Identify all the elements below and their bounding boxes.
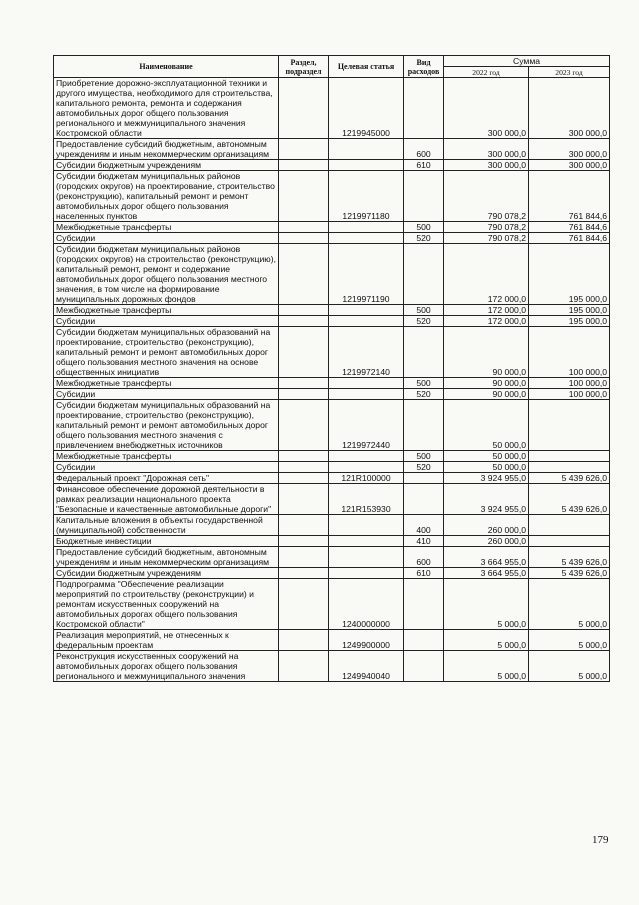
table-row bbox=[54, 473, 610, 484]
row-sum-2023: 100 000,0 bbox=[529, 327, 610, 378]
row-section bbox=[279, 378, 329, 389]
row-name: Межбюджетные трансферты bbox=[54, 378, 279, 389]
row-sum-2022: 790 078,2 bbox=[444, 171, 529, 222]
row-kind bbox=[404, 473, 444, 484]
row-sum-2023: 195 000,0 bbox=[529, 305, 610, 316]
row-section bbox=[279, 462, 329, 473]
row-section bbox=[279, 484, 329, 515]
table-row bbox=[54, 484, 610, 515]
row-name: Федеральный проект "Дорожная сеть" bbox=[54, 473, 279, 484]
row-section bbox=[279, 222, 329, 233]
table-row bbox=[54, 171, 610, 222]
row-sum-2022: 50 000,0 bbox=[444, 451, 529, 462]
header-kind: Вид расходов bbox=[404, 56, 444, 78]
row-sum-2022: 5 000,0 bbox=[444, 579, 529, 630]
row-kind: 520 bbox=[404, 233, 444, 244]
row-sum-2022: 300 000,0 bbox=[444, 139, 529, 160]
row-kind: 610 bbox=[404, 568, 444, 579]
row-target bbox=[329, 462, 404, 473]
row-target: 1219972140 bbox=[329, 327, 404, 378]
table-row bbox=[54, 389, 610, 400]
row-name: Финансовое обеспечение дорожной деятельности в рамках реализации национального проекта "Безопасные и качественные автомобильные дороги" bbox=[54, 484, 279, 515]
row-sum-2022: 790 078,2 bbox=[444, 222, 529, 233]
row-name: Субсидии bbox=[54, 233, 279, 244]
row-kind: 520 bbox=[404, 389, 444, 400]
header-sum: Сумма bbox=[444, 56, 610, 67]
row-section bbox=[279, 568, 329, 579]
row-name: Субсидии bbox=[54, 389, 279, 400]
row-sum-2022: 300 000,0 bbox=[444, 160, 529, 171]
row-sum-2023: 195 000,0 bbox=[529, 316, 610, 327]
row-kind: 500 bbox=[404, 222, 444, 233]
row-sum-2022: 90 000,0 bbox=[444, 378, 529, 389]
row-kind bbox=[404, 579, 444, 630]
row-kind: 600 bbox=[404, 139, 444, 160]
row-sum-2023 bbox=[529, 451, 610, 462]
row-kind: 500 bbox=[404, 451, 444, 462]
row-section bbox=[279, 233, 329, 244]
row-section bbox=[279, 139, 329, 160]
row-sum-2023: 5 000,0 bbox=[529, 579, 610, 630]
row-section bbox=[279, 160, 329, 171]
table-row bbox=[54, 244, 610, 305]
header-name: Наименование bbox=[54, 56, 279, 78]
row-sum-2023: 100 000,0 bbox=[529, 378, 610, 389]
table-row bbox=[54, 547, 610, 568]
row-section bbox=[279, 451, 329, 462]
row-name: Капитальные вложения в объекты государственной (муниципальной) собственности bbox=[54, 515, 279, 536]
row-kind: 520 bbox=[404, 316, 444, 327]
row-name: Субсидии bbox=[54, 462, 279, 473]
table-row bbox=[54, 78, 610, 139]
row-sum-2022: 260 000,0 bbox=[444, 536, 529, 547]
row-sum-2023: 761 844,6 bbox=[529, 171, 610, 222]
row-sum-2022: 3 664 955,0 bbox=[444, 568, 529, 579]
row-kind: 520 bbox=[404, 462, 444, 473]
row-sum-2022: 260 000,0 bbox=[444, 515, 529, 536]
row-target bbox=[329, 568, 404, 579]
row-section bbox=[279, 171, 329, 222]
row-target bbox=[329, 451, 404, 462]
row-target: 1249940040 bbox=[329, 651, 404, 682]
row-kind bbox=[404, 327, 444, 378]
row-sum-2023: 5 000,0 bbox=[529, 651, 610, 682]
row-kind: 500 bbox=[404, 305, 444, 316]
header-year-2022: 2022 год bbox=[444, 67, 529, 78]
row-name: Субсидии бюджетам муниципальных районов (городских округов) на строительство (реконструкцию), капитальный ремонт, ремонт и содержание автомобильных дорог общего пользования местного значения, в том числе на формирование муниципальных дорожных фондов bbox=[54, 244, 279, 305]
row-target: 1249900000 bbox=[329, 630, 404, 651]
row-name: Подпрограмма "Обеспечение реализации мероприятий по строительству (реконструкции) и ремонтам искусственных сооружений на автомобильных дорогах общего пользования Костромской области" bbox=[54, 579, 279, 630]
header-target: Целевая статья bbox=[329, 56, 404, 78]
row-kind bbox=[404, 484, 444, 515]
row-section bbox=[279, 651, 329, 682]
row-name: Приобретение дорожно-эксплуатационной техники и другого имущества, необходимого для строительства, капитального ремонта, ремонта и содержания автомобильных дорог общего пользования регионального и межмуниципального значения Костромской области bbox=[54, 78, 279, 139]
table-row bbox=[54, 651, 610, 682]
row-kind bbox=[404, 244, 444, 305]
header-year-2023: 2023 год bbox=[529, 67, 610, 78]
row-name: Субсидии бюджетным учреждениям bbox=[54, 568, 279, 579]
row-target bbox=[329, 139, 404, 160]
row-target bbox=[329, 305, 404, 316]
row-sum-2023: 300 000,0 bbox=[529, 160, 610, 171]
row-sum-2023: 300 000,0 bbox=[529, 78, 610, 139]
row-name: Субсидии бюджетам муниципальных образований на проектирование, строительство (реконструкцию), капитальный ремонт и ремонт автомобильных дорог общего пользования местного значения на основе общественных инициатив bbox=[54, 327, 279, 378]
row-sum-2023 bbox=[529, 462, 610, 473]
row-sum-2023: 300 000,0 bbox=[529, 139, 610, 160]
row-sum-2022: 50 000,0 bbox=[444, 462, 529, 473]
row-name: Реализация мероприятий, не отнесенных к федеральным проектам bbox=[54, 630, 279, 651]
row-name: Субсидии бюджетным учреждениям bbox=[54, 160, 279, 171]
row-kind bbox=[404, 400, 444, 451]
row-kind bbox=[404, 171, 444, 222]
table-row bbox=[54, 316, 610, 327]
row-target: 121R100000 bbox=[329, 473, 404, 484]
table-row bbox=[54, 233, 610, 244]
row-sum-2022: 172 000,0 bbox=[444, 316, 529, 327]
row-kind: 600 bbox=[404, 547, 444, 568]
row-name: Межбюджетные трансферты bbox=[54, 305, 279, 316]
table-body bbox=[54, 78, 610, 682]
table-row bbox=[54, 451, 610, 462]
row-target: 1219945000 bbox=[329, 78, 404, 139]
row-name: Субсидии bbox=[54, 316, 279, 327]
table-row bbox=[54, 568, 610, 579]
row-kind bbox=[404, 630, 444, 651]
row-kind: 410 bbox=[404, 536, 444, 547]
header-section: Раздел, подраздел bbox=[279, 56, 329, 78]
row-target bbox=[329, 515, 404, 536]
table-row bbox=[54, 579, 610, 630]
table-row bbox=[54, 160, 610, 171]
row-target bbox=[329, 378, 404, 389]
table-row bbox=[54, 327, 610, 378]
row-name: Бюджетные инвестиции bbox=[54, 536, 279, 547]
row-target bbox=[329, 222, 404, 233]
row-kind bbox=[404, 651, 444, 682]
row-section bbox=[279, 327, 329, 378]
page-number: 179 bbox=[592, 834, 609, 846]
row-section bbox=[279, 400, 329, 451]
row-name: Субсидии бюджетам муниципальных районов (городских округов) на проектирование, строительство (реконструкцию), капитальный ремонт и ремонт автомобильных дорог общего пользования населенных пунктов bbox=[54, 171, 279, 222]
row-sum-2023: 5 439 626,0 bbox=[529, 568, 610, 579]
row-section bbox=[279, 389, 329, 400]
table-row bbox=[54, 139, 610, 160]
row-target: 121R153930 bbox=[329, 484, 404, 515]
row-sum-2022: 5 000,0 bbox=[444, 630, 529, 651]
row-target bbox=[329, 536, 404, 547]
row-name: Межбюджетные трансферты bbox=[54, 222, 279, 233]
row-name: Реконструкция искусственных сооружений на автомобильных дорогах общего пользования регионального и межмуниципального значения bbox=[54, 651, 279, 682]
row-target bbox=[329, 547, 404, 568]
row-section bbox=[279, 547, 329, 568]
row-sum-2022: 172 000,0 bbox=[444, 244, 529, 305]
row-sum-2022: 90 000,0 bbox=[444, 327, 529, 378]
row-kind: 500 bbox=[404, 378, 444, 389]
budget-table bbox=[53, 55, 610, 682]
row-section bbox=[279, 579, 329, 630]
row-section bbox=[279, 630, 329, 651]
table-row bbox=[54, 305, 610, 316]
row-name: Субсидии бюджетам муниципальных образований на проектирование, строительство (реконструкцию), капитальный ремонт и ремонт автомобильных дорог общего пользования местного значения с привлечением внебюджетных источников bbox=[54, 400, 279, 451]
row-sum-2022: 5 000,0 bbox=[444, 651, 529, 682]
table-row bbox=[54, 515, 610, 536]
row-sum-2023: 100 000,0 bbox=[529, 389, 610, 400]
row-sum-2023 bbox=[529, 515, 610, 536]
row-sum-2022: 3 664 955,0 bbox=[444, 547, 529, 568]
row-section bbox=[279, 305, 329, 316]
row-target bbox=[329, 233, 404, 244]
row-target: 1219972440 bbox=[329, 400, 404, 451]
row-sum-2023: 5 439 626,0 bbox=[529, 484, 610, 515]
row-target bbox=[329, 316, 404, 327]
row-sum-2022: 50 000,0 bbox=[444, 400, 529, 451]
row-section bbox=[279, 78, 329, 139]
row-sum-2023: 5 439 626,0 bbox=[529, 473, 610, 484]
row-sum-2023: 761 844,6 bbox=[529, 222, 610, 233]
row-sum-2023: 761 844,6 bbox=[529, 233, 610, 244]
row-target: 1219971180 bbox=[329, 171, 404, 222]
row-sum-2023 bbox=[529, 536, 610, 547]
row-target bbox=[329, 389, 404, 400]
row-target bbox=[329, 160, 404, 171]
row-section bbox=[279, 244, 329, 305]
table-row bbox=[54, 400, 610, 451]
table-row bbox=[54, 462, 610, 473]
table-row bbox=[54, 630, 610, 651]
row-sum-2023: 5 439 626,0 bbox=[529, 547, 610, 568]
row-section bbox=[279, 473, 329, 484]
table-row bbox=[54, 222, 610, 233]
row-name: Предоставление субсидий бюджетным, автономным учреждениям и иным некоммерческим организациям bbox=[54, 139, 279, 160]
row-kind bbox=[404, 78, 444, 139]
row-name: Межбюджетные трансферты bbox=[54, 451, 279, 462]
row-section bbox=[279, 316, 329, 327]
row-name: Предоставление субсидий бюджетным, автономным учреждениям и иным некоммерческим организациям bbox=[54, 547, 279, 568]
row-sum-2022: 790 078,2 bbox=[444, 233, 529, 244]
row-section bbox=[279, 536, 329, 547]
row-sum-2022: 90 000,0 bbox=[444, 389, 529, 400]
row-sum-2022: 3 924 955,0 bbox=[444, 484, 529, 515]
row-sum-2022: 300 000,0 bbox=[444, 78, 529, 139]
table-header bbox=[54, 56, 610, 78]
row-target: 1219971190 bbox=[329, 244, 404, 305]
table-row bbox=[54, 378, 610, 389]
table-row bbox=[54, 536, 610, 547]
row-sum-2023: 195 000,0 bbox=[529, 244, 610, 305]
row-kind: 400 bbox=[404, 515, 444, 536]
row-sum-2022: 3 924 955,0 bbox=[444, 473, 529, 484]
row-kind: 610 bbox=[404, 160, 444, 171]
row-target: 1240000000 bbox=[329, 579, 404, 630]
row-sum-2023 bbox=[529, 400, 610, 451]
row-section bbox=[279, 515, 329, 536]
row-sum-2022: 172 000,0 bbox=[444, 305, 529, 316]
row-sum-2023: 5 000,0 bbox=[529, 630, 610, 651]
